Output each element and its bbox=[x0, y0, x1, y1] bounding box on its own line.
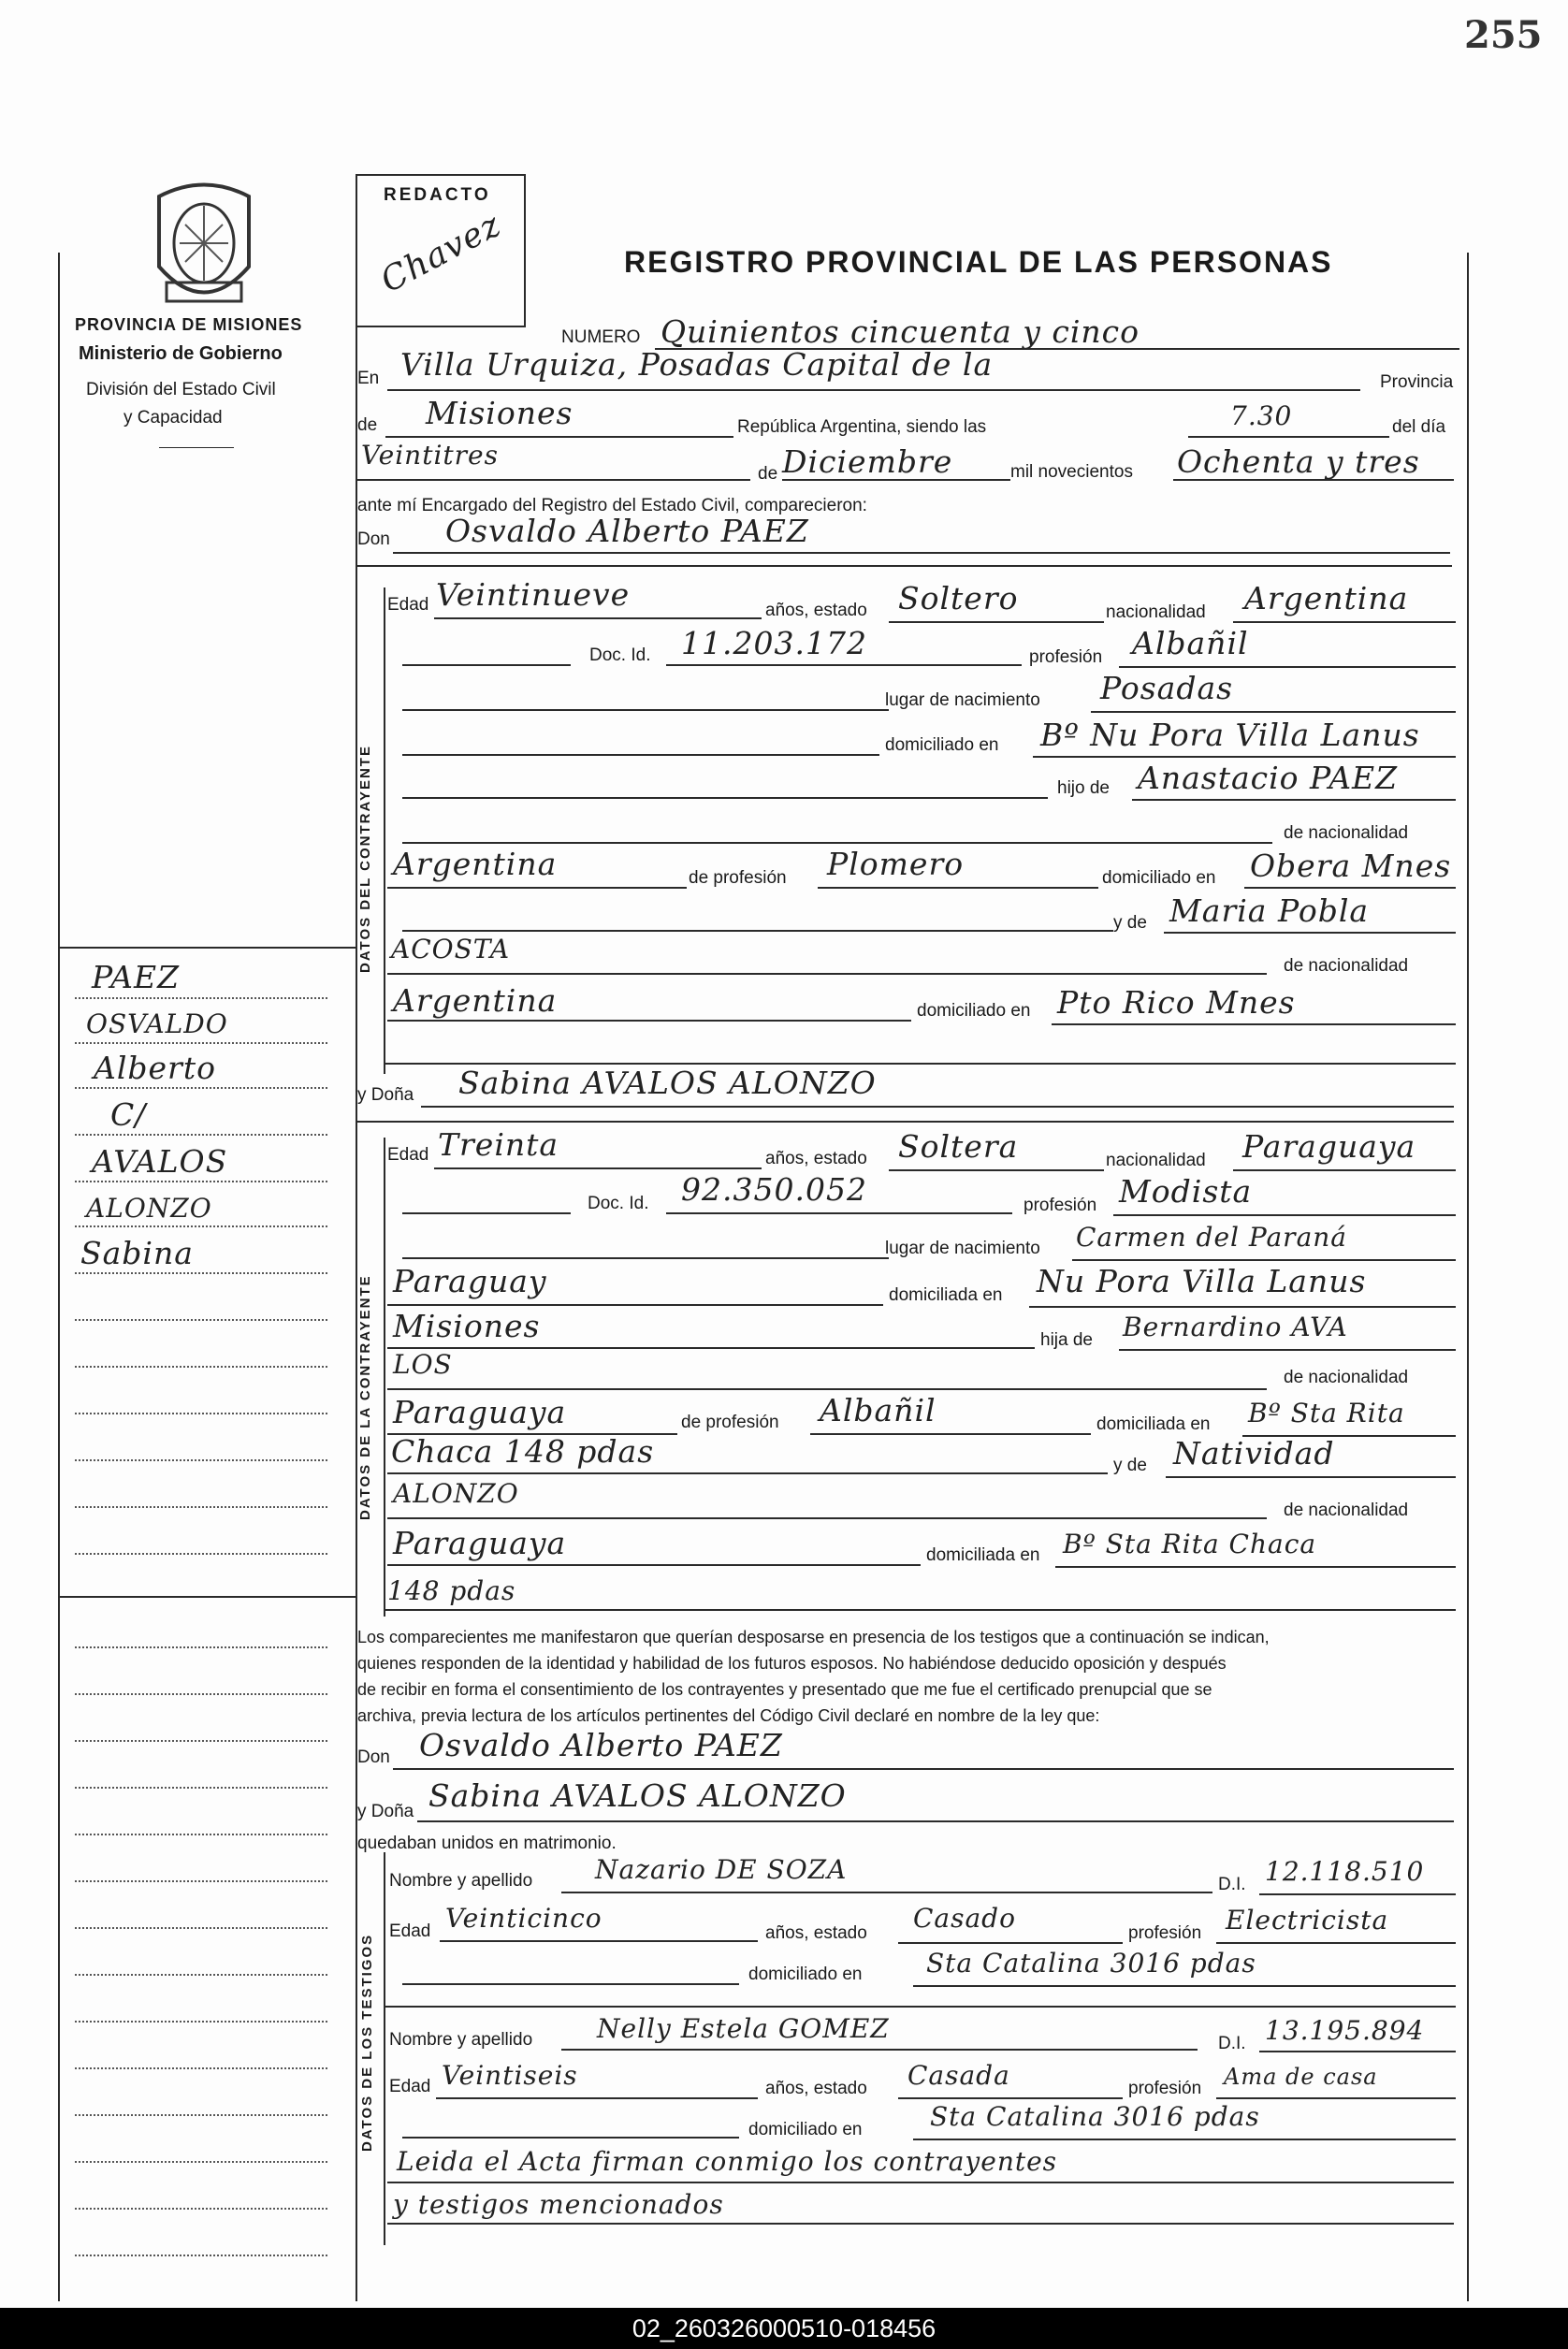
declaracion-text: quienes responden de la identidad y habilidad de los futuros esposos. No habiéndose deducido oposición y después bbox=[357, 1654, 1227, 1673]
contrayenta-lugar-2: Paraguay bbox=[393, 1263, 547, 1299]
madre-nacionalidad: Paraguaya bbox=[393, 1525, 567, 1561]
contrayenta-padre: Bernardino AVA bbox=[1123, 1312, 1348, 1342]
redacto-name: Chavez bbox=[374, 205, 508, 301]
contrayenta-edad: Treinta bbox=[438, 1126, 559, 1163]
label-doc: Doc. Id. bbox=[588, 1194, 649, 1213]
margin-name: Alberto bbox=[94, 1050, 216, 1086]
unidos-text: quedaban unidos en matrimonio. bbox=[357, 1834, 617, 1853]
mil-label: mil novecientos bbox=[1010, 462, 1133, 482]
contrayente-nacionalidad: Argentina bbox=[1244, 580, 1409, 616]
contrayenta-lugar: Carmen del Paraná bbox=[1076, 1222, 1347, 1253]
de-label: de bbox=[357, 415, 378, 435]
madre-nacionalidad: Argentina bbox=[393, 982, 558, 1019]
contrayente-lugar: Posadas bbox=[1100, 670, 1234, 706]
label-domiciliado-en: domiciliado en bbox=[748, 2120, 863, 2139]
label-nacionalidad: nacionalidad bbox=[1106, 1151, 1206, 1170]
label-doc: Doc. Id. bbox=[589, 645, 651, 665]
label-di: D.I. bbox=[1218, 1875, 1246, 1894]
label-de-nacionalidad: de nacionalidad bbox=[1284, 823, 1409, 843]
testigo1-estado: Casado bbox=[913, 1903, 1016, 1934]
padre-domicilio-2: Chaca 148 pdas bbox=[391, 1433, 655, 1470]
contrayente-edad: Veintinueve bbox=[436, 576, 631, 613]
sidebar-rule bbox=[159, 447, 234, 448]
contrayenta-estado: Soltera bbox=[898, 1128, 1019, 1165]
contrayente-padre: Anastacio PAEZ bbox=[1138, 760, 1399, 796]
dona-nombre: Sabina AVALOS ALONZO bbox=[458, 1065, 877, 1101]
division-name-2: y Capacidad bbox=[123, 408, 223, 428]
don-nombre: Osvaldo Alberto PAEZ bbox=[445, 513, 809, 549]
ministry-name: Ministerio de Gobierno bbox=[79, 343, 283, 364]
dona-label: y Doña bbox=[357, 1085, 414, 1105]
testigos-section-label: DATOS DE LOS TESTIGOS bbox=[359, 1933, 375, 2152]
contrayente-profesion: Albañil bbox=[1132, 625, 1249, 661]
numero-label: NUMERO bbox=[561, 327, 641, 347]
contrayenta-madre: Natividad bbox=[1173, 1435, 1335, 1472]
label-domiciliado-en: domiciliado en bbox=[748, 1965, 863, 1984]
mes-value: Diciembre bbox=[782, 443, 953, 480]
madre-domicilio-2: 148 pdas bbox=[387, 1575, 516, 1606]
label-profesion: profesión bbox=[1128, 2079, 1202, 2098]
province-name: PROVINCIA DE MISIONES bbox=[75, 315, 303, 334]
padre-nacionalidad: Paraguaya bbox=[393, 1394, 567, 1430]
contrayente-doc: 11.203.172 bbox=[681, 625, 867, 661]
testigo2-estado: Casada bbox=[907, 2060, 1010, 2091]
section-bracket bbox=[384, 1852, 385, 2245]
testigo2-nombre: Nelly Estela GOMEZ bbox=[597, 2013, 890, 2044]
cierre-text-2: y testigos mencionados bbox=[393, 2189, 724, 2220]
republica-label: República Argentina, siendo las bbox=[737, 417, 987, 437]
contrayenta-profesion: Modista bbox=[1119, 1173, 1253, 1210]
contrayenta-section-label: DATOS DE LA CONTRAYENTE bbox=[357, 1274, 373, 1520]
margin-name: OSVALDO bbox=[86, 1008, 228, 1039]
label-domiciliada-en-2: domiciliada en bbox=[926, 1545, 1040, 1565]
padre-domicilio: Bº Sta Rita bbox=[1248, 1398, 1405, 1428]
don-label: Don bbox=[357, 529, 390, 549]
contrayenta-padre-2: LOS bbox=[393, 1349, 453, 1380]
label-de-profesion: de profesión bbox=[689, 868, 787, 888]
contrayenta-nacionalidad: Paraguaya bbox=[1242, 1128, 1416, 1165]
declaracion-dona: Sabina AVALOS ALONZO bbox=[428, 1777, 847, 1814]
en-label: En bbox=[357, 369, 380, 388]
label-lugar-nacimiento: lugar de nacimiento bbox=[885, 690, 1040, 710]
file-id-footer: 02_260326000510-018456 bbox=[0, 2308, 1568, 2349]
padre-domicilio: Obera Mnes bbox=[1250, 848, 1452, 884]
label-anios-estado: años, estado bbox=[765, 1149, 867, 1168]
label-profesion: profesión bbox=[1024, 1196, 1097, 1215]
form-right-border bbox=[1467, 253, 1469, 2301]
contrayente-estado: Soltero bbox=[898, 580, 1019, 616]
label-y-de: y de bbox=[1113, 913, 1147, 933]
testigo1-nombre: Nazario DE SOZA bbox=[595, 1854, 848, 1885]
label-di: D.I. bbox=[1218, 2034, 1246, 2053]
label-anios-estado: años, estado bbox=[765, 1923, 867, 1943]
testigo1-domicilio: Sta Catalina 3016 pdas bbox=[926, 1948, 1256, 1979]
margin-name: ALONZO bbox=[86, 1193, 212, 1224]
redacto-label: REDACTO bbox=[384, 185, 491, 205]
testigo2-di: 13.195.894 bbox=[1265, 2015, 1425, 2046]
testigo1-profesion: Electricista bbox=[1226, 1905, 1389, 1936]
label-lugar-nacimiento: lugar de nacimiento bbox=[885, 1239, 1040, 1258]
label-nombre-apellido: Nombre y apellido bbox=[389, 1871, 533, 1891]
margin-name: Sabina bbox=[80, 1235, 194, 1271]
label-y-de: y de bbox=[1113, 1456, 1147, 1475]
anio-value: Ochenta y tres bbox=[1177, 443, 1420, 480]
margin-border bbox=[58, 253, 60, 2301]
margin-name: PAEZ bbox=[92, 959, 181, 995]
label-edad: Edad bbox=[387, 595, 429, 615]
label-profesion: profesión bbox=[1128, 1923, 1202, 1943]
margin-divider bbox=[58, 1596, 356, 1598]
padre-profesion: Albañil bbox=[820, 1392, 936, 1428]
madre-domicilio: Pto Rico Mnes bbox=[1057, 984, 1296, 1021]
dona-label: y Doña bbox=[357, 1802, 414, 1821]
de-label-2: de bbox=[758, 464, 778, 484]
del-dia-label: del día bbox=[1392, 417, 1446, 437]
ante-text: ante mí Encargado del Registro del Estado Civil, comparecieron: bbox=[357, 496, 867, 515]
cierre-text: Leida el Acta firman conmigo los contrayentes bbox=[397, 2146, 1058, 2177]
margin-name: C/ bbox=[110, 1096, 147, 1133]
testigo2-profesion: Ama de casa bbox=[1224, 2064, 1378, 2090]
madre-apellido: ACOSTA bbox=[391, 934, 511, 964]
testigo2-edad: Veintiseis bbox=[442, 2060, 578, 2091]
contrayenta-domicilio: Nu Pora Villa Lanus bbox=[1037, 1263, 1367, 1299]
padre-nacionalidad: Argentina bbox=[393, 846, 558, 882]
contrayenta-domicilio-2: Misiones bbox=[393, 1308, 541, 1344]
label-domiciliado-en: domiciliado en bbox=[1102, 868, 1216, 888]
label-hijo-de: hijo de bbox=[1057, 778, 1110, 798]
page-title: REGISTRO PROVINCIAL DE LAS PERSONAS bbox=[624, 245, 1333, 279]
declaracion-text: Los comparecientes me manifestaron que querían desposarse en presencia de los testigos que a continuación se indican, bbox=[357, 1628, 1270, 1646]
testigo2-domicilio: Sta Catalina 3016 pdas bbox=[930, 2101, 1260, 2132]
hora-value: 7.30 bbox=[1230, 400, 1293, 431]
redacto-box bbox=[356, 174, 526, 327]
label-edad: Edad bbox=[387, 1145, 429, 1165]
division-name: División del Estado Civil bbox=[86, 380, 276, 399]
label-domiciliada-en: domiciliada en bbox=[889, 1285, 1003, 1305]
declaracion-text: archiva, previa lectura de los artículos pertinentes del Código Civil declaré en nombre de la ley que: bbox=[357, 1706, 1100, 1725]
page-number: 255 bbox=[1464, 13, 1543, 57]
provincia-label: Provincia bbox=[1380, 372, 1454, 392]
declaracion-don: Osvaldo Alberto PAEZ bbox=[419, 1727, 783, 1763]
numero-value: Quinientos cincuenta y cinco bbox=[661, 313, 1140, 350]
label-domiciliada-en: domiciliada en bbox=[1096, 1414, 1211, 1434]
label-nacionalidad: nacionalidad bbox=[1106, 602, 1206, 622]
contrayente-section-label: DATOS DEL CONTRAYENTE bbox=[357, 745, 373, 973]
label-anios-estado: años, estado bbox=[765, 2079, 867, 2098]
label-de-nacionalidad-2: de nacionalidad bbox=[1284, 956, 1409, 976]
margin-divider bbox=[58, 947, 356, 949]
label-domiciliado-en-2: domiciliado en bbox=[917, 1001, 1031, 1021]
declaracion-text: de recibir en forma el consentimiento de los contrayentes y presentado que me fue el certificado prenupcial que se bbox=[357, 1680, 1212, 1699]
label-edad: Edad bbox=[389, 1921, 431, 1941]
section-bracket bbox=[384, 1138, 385, 1617]
provincia-value: Misiones bbox=[426, 395, 573, 431]
padre-profesion: Plomero bbox=[827, 846, 965, 882]
section-bracket bbox=[384, 587, 385, 1074]
label-edad: Edad bbox=[389, 2077, 431, 2096]
coat-of-arms-icon bbox=[140, 178, 268, 323]
label-domicilio: domiciliado en bbox=[885, 735, 999, 755]
margin-name: AVALOS bbox=[92, 1143, 228, 1180]
label-de-profesion: de profesión bbox=[681, 1413, 779, 1432]
contrayente-domicilio: Bº Nu Pora Villa Lanus bbox=[1040, 717, 1420, 753]
label-nombre-apellido: Nombre y apellido bbox=[389, 2030, 533, 2050]
label-profesion: profesión bbox=[1029, 647, 1103, 667]
testigo1-edad: Veinticinco bbox=[445, 1903, 603, 1934]
label-hija-de: hija de bbox=[1040, 1330, 1093, 1350]
lugar-value: Villa Urquiza, Posadas Capital de la bbox=[400, 346, 994, 383]
madre-domicilio: Bº Sta Rita Chaca bbox=[1063, 1529, 1317, 1559]
label-de-nacionalidad: de nacionalidad bbox=[1284, 1368, 1409, 1387]
madre-apellido: ALONZO bbox=[393, 1478, 519, 1509]
contrayenta-doc: 92.350.052 bbox=[681, 1171, 867, 1208]
dia-value: Veintitres bbox=[361, 440, 499, 471]
testigo1-di: 12.118.510 bbox=[1265, 1856, 1425, 1887]
contrayente-madre: Maria Pobla bbox=[1169, 892, 1370, 929]
label-de-nacionalidad-2: de nacionalidad bbox=[1284, 1501, 1409, 1520]
don-label: Don bbox=[357, 1747, 390, 1767]
label-anios-estado: años, estado bbox=[765, 601, 867, 620]
